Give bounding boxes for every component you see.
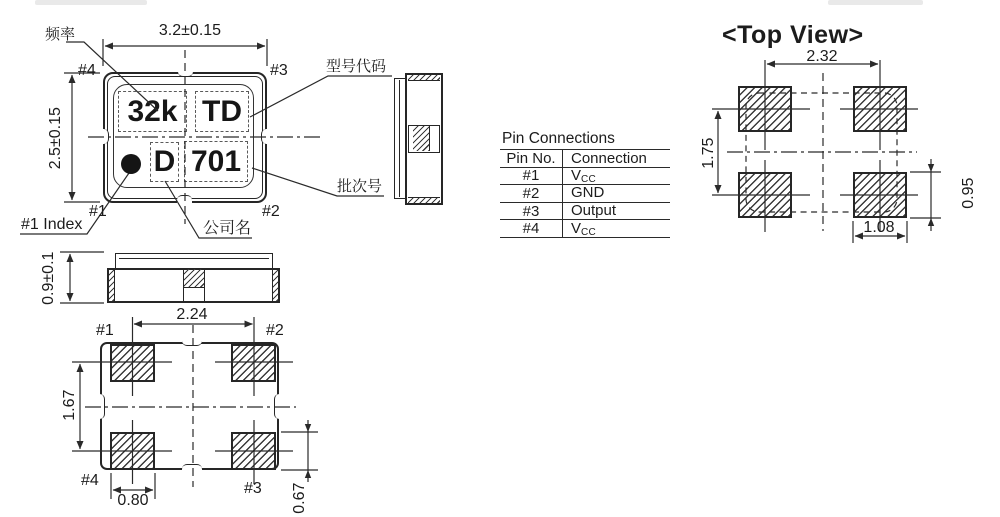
bottom-pin2-label: #2 bbox=[266, 322, 284, 339]
callout-company: 公司名 bbox=[203, 220, 252, 237]
pin-table-col-pin: Pin No. bbox=[500, 150, 563, 167]
marking-model-text: TD bbox=[202, 94, 242, 128]
pin-table-title: Pin Connections bbox=[502, 130, 615, 147]
pin-no: #4 bbox=[500, 220, 563, 237]
conn-sub: CC bbox=[581, 226, 597, 238]
dim-land-pad-height: 0.95 bbox=[959, 177, 977, 209]
dim-pad-pitch-x: 2.32 bbox=[806, 48, 838, 65]
dim-body-width: 3.2±0.15 bbox=[158, 22, 222, 39]
marking-frequency-text: 32k bbox=[127, 94, 178, 128]
dim-bottom-pad-width: 0.80 bbox=[117, 492, 149, 509]
pin3-label: #3 bbox=[270, 62, 288, 79]
top-view-title: <Top View> bbox=[722, 21, 864, 49]
pin-no: #2 bbox=[500, 185, 563, 202]
pin-table-col-conn: Connection bbox=[571, 149, 647, 167]
pin1-label: #1 bbox=[89, 203, 107, 220]
pin1-index-dot bbox=[121, 154, 141, 174]
bottom-pin1-label: #1 bbox=[96, 322, 114, 339]
callout-frequency: 频率 bbox=[45, 26, 76, 43]
dim-body-height: 2.5±0.15 bbox=[46, 107, 64, 170]
callout-model-code: 型号代码 bbox=[326, 58, 387, 75]
dim-land-pad-width: 1.08 bbox=[863, 219, 895, 236]
conn-sub: CC bbox=[581, 173, 597, 185]
bottom-pin3-label: #3 bbox=[244, 480, 262, 497]
conn-main: Output bbox=[571, 202, 617, 220]
pin4-label: #4 bbox=[78, 62, 96, 79]
dim-bottom-pitch-y: 1.67 bbox=[60, 389, 78, 421]
pin-no: #3 bbox=[500, 203, 563, 220]
pin-no: #1 bbox=[500, 168, 563, 185]
callout-batch-no: 批次号 bbox=[337, 178, 383, 195]
conn-main: V bbox=[571, 166, 582, 184]
dim-body-thickness: 0.9±0.1 bbox=[39, 251, 57, 305]
marking-company-text: D bbox=[153, 145, 176, 178]
dim-bottom-pitch-x: 2.24 bbox=[176, 306, 208, 323]
bottom-pin4-label: #4 bbox=[81, 472, 99, 489]
conn-main: GND bbox=[571, 184, 605, 202]
callout-pin1-index: #1 Index bbox=[21, 216, 83, 233]
pin2-label: #2 bbox=[262, 203, 280, 220]
marking-batch-text: 701 bbox=[190, 144, 242, 178]
conn-main: V bbox=[571, 219, 582, 237]
dim-pad-pitch-y: 1.75 bbox=[699, 137, 717, 169]
dim-bottom-pad-height: 0.67 bbox=[290, 482, 308, 514]
